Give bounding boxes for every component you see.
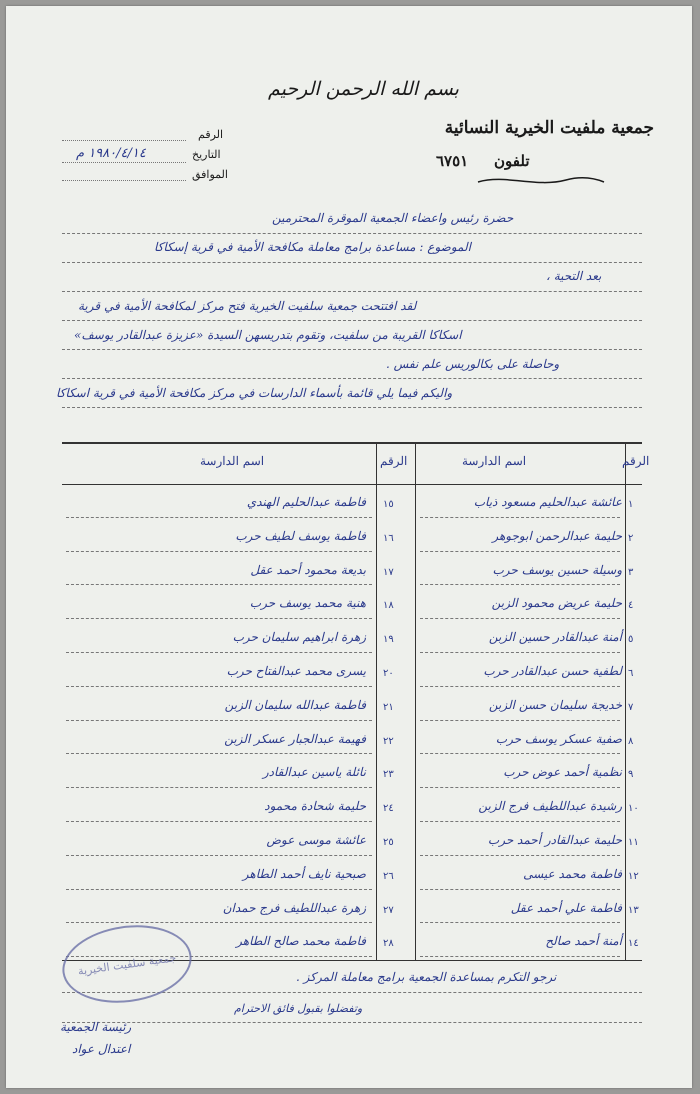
student-name: فاطمة محمد عيسى bbox=[523, 866, 622, 881]
row-line bbox=[420, 720, 620, 721]
row-line bbox=[420, 686, 620, 687]
ruled-line bbox=[62, 378, 642, 379]
stamp-text: جمعية سلفيت الخيرية bbox=[77, 950, 177, 978]
row-number: ٩ bbox=[628, 769, 634, 781]
table-column-divider bbox=[625, 442, 626, 960]
addressee: حضرة رئيس واعضاء الجمعية الموقرة المحترمين bbox=[272, 211, 514, 225]
signature-name: اعتدال عواد bbox=[72, 1042, 131, 1056]
paragraph-line: اسكاكا القريبة من سلفيت، وتقوم بتدريسهن السيدة «عزيزة عبدالقادر يوسف» bbox=[74, 328, 462, 342]
closing-regards: وتفضلوا بقبول فائق الاحترام bbox=[234, 1002, 363, 1015]
row-number: ٢٤ bbox=[383, 803, 394, 815]
row-number: ١٧ bbox=[383, 566, 394, 578]
row-line bbox=[66, 787, 372, 788]
row-line bbox=[420, 821, 620, 822]
corr-line bbox=[62, 180, 186, 181]
student-name: فاطمة يوسف لطيف حرب bbox=[235, 528, 366, 543]
letter-sheet bbox=[6, 6, 692, 1088]
row-line bbox=[420, 787, 620, 788]
row-number: ١٤ bbox=[628, 938, 639, 950]
student-name: وسيلة حسين يوسف حرب bbox=[492, 562, 622, 577]
student-name: خديجة سليمان حسن الزبن bbox=[488, 697, 622, 712]
row-number: ٢٨ bbox=[383, 938, 394, 950]
row-number: ٦ bbox=[628, 668, 634, 679]
row-number: ٨ bbox=[628, 735, 634, 747]
row-line bbox=[66, 855, 372, 856]
student-name: حليمة عبدالرحمن ابوجوهر bbox=[492, 528, 622, 543]
date-line bbox=[62, 162, 186, 163]
student-name: هنية محمد يوسف حرب bbox=[249, 596, 366, 611]
row-line bbox=[420, 618, 620, 619]
date-value: ١٩٨٠/٤/١٤ م bbox=[76, 146, 146, 161]
row-number: ٢٠ bbox=[383, 668, 394, 679]
row-line bbox=[66, 720, 372, 721]
row-line bbox=[420, 889, 620, 890]
row-line bbox=[66, 889, 372, 890]
ruled-line bbox=[62, 320, 642, 321]
row-line bbox=[420, 652, 620, 653]
signature-title: رئيسة الجمعية bbox=[60, 1020, 132, 1034]
closing-line: نرجو التكرم بمساعدة الجمعية برامج معاملة المركز . bbox=[296, 970, 557, 984]
row-line bbox=[420, 855, 620, 856]
row-number: ٢٦ bbox=[383, 870, 394, 882]
paragraph-line: واليكم فيما يلي قائمة بأسماء الدارسات في مركز مكافحة الأمية في قرية اسكاكا bbox=[56, 386, 453, 400]
table-header-border bbox=[62, 484, 642, 485]
phone-number: ٦٧٥١ bbox=[436, 152, 469, 170]
row-number: ١٩ bbox=[383, 634, 394, 646]
paragraph-line: وحاصلة على بكالوريس علم نفس . bbox=[386, 357, 560, 371]
student-name: صبحية نايف أحمد الطاهر bbox=[242, 866, 366, 881]
student-name: لطفية حسن عبدالقادر حرب bbox=[483, 664, 622, 678]
row-number: ١٨ bbox=[383, 600, 394, 612]
student-name: يسرى محمد عبدالفتاح حرب bbox=[226, 664, 366, 678]
row-number: ١٦ bbox=[383, 532, 394, 544]
student-name: نائلة ياسين عبدالقادر bbox=[262, 765, 366, 780]
row-number: ٢ bbox=[628, 532, 634, 544]
phone-label: تلفون bbox=[494, 152, 530, 170]
ruled-line bbox=[62, 349, 642, 350]
organization-stamp bbox=[57, 917, 196, 1010]
student-name: صفية عسكر يوسف حرب bbox=[495, 731, 622, 746]
ruled-line bbox=[62, 407, 642, 408]
student-name: حليمة شحادة محمود bbox=[264, 799, 366, 814]
row-line bbox=[66, 922, 372, 923]
row-number: ٧ bbox=[628, 701, 634, 713]
student-name: عائشة عبدالحليم مسعود ذياب bbox=[473, 495, 622, 509]
student-name: عائشة موسى عوض bbox=[266, 833, 366, 847]
row-number: ٢٢ bbox=[383, 735, 394, 747]
student-name: حليمة عبدالقادر أحمد حرب bbox=[487, 833, 622, 847]
student-name: رشيدة عبداللطيف فرج الزبن bbox=[478, 799, 622, 814]
student-name: بديعة محمود أحمد عقل bbox=[250, 562, 366, 577]
row-number: ٤ bbox=[628, 600, 634, 612]
row-line bbox=[66, 821, 372, 822]
student-name: فاطمة عبدالحليم الهندي bbox=[246, 495, 366, 509]
corr-label: الموافق bbox=[192, 168, 228, 181]
row-number: ١٣ bbox=[628, 904, 639, 916]
student-name: أمنة عبدالقادر حسين الزبن bbox=[488, 630, 622, 645]
table-column-divider bbox=[415, 442, 416, 960]
paragraph-line: لقد افتتحت جمعية سلفيت الخيرية فتح مركز لمكافحة الأمية في قرية bbox=[78, 299, 417, 313]
table-column-divider bbox=[376, 442, 377, 960]
row-number: ١٠ bbox=[628, 803, 639, 815]
student-name: فاطمة عبدالله سليمان الزبن bbox=[224, 697, 366, 712]
header-num-right: الرقم bbox=[622, 454, 650, 468]
row-number: ٢٥ bbox=[383, 837, 394, 848]
student-name: فاطمة محمد صالح الطاهر bbox=[236, 934, 366, 949]
row-number: ٣ bbox=[628, 566, 634, 578]
row-number: ١١ bbox=[628, 837, 639, 848]
student-name: فاطمة علي أحمد عقل bbox=[510, 900, 622, 915]
row-number: ٢١ bbox=[383, 701, 394, 713]
student-name: حليمة عريض محمود الزبن bbox=[491, 596, 622, 611]
subject-line: الموضوع : مساعدة برامج معاملة مكافحة الأمية في قرية إسكاكا bbox=[154, 240, 471, 254]
ref-line bbox=[62, 140, 186, 141]
student-name: زهرة ابراهيم سليمان حرب bbox=[232, 630, 366, 645]
row-line bbox=[420, 753, 620, 754]
row-line bbox=[66, 584, 372, 585]
row-number: ١ bbox=[628, 499, 634, 510]
row-line bbox=[66, 753, 372, 754]
student-name: نظمية أحمد عوض حرب bbox=[503, 765, 622, 780]
basmala: بسم الله الرحمن الرحيم bbox=[268, 78, 459, 100]
header-name-left: اسم الدارسة bbox=[200, 454, 265, 468]
row-number: ٢٣ bbox=[383, 769, 394, 781]
swash-ornament bbox=[476, 172, 606, 188]
row-line bbox=[66, 618, 372, 619]
row-line bbox=[420, 517, 620, 518]
row-number: ٢٧ bbox=[383, 904, 394, 916]
table-top-border bbox=[62, 442, 642, 444]
row-line bbox=[420, 922, 620, 923]
ruled-line bbox=[62, 233, 642, 234]
row-line bbox=[66, 652, 372, 653]
greeting: بعد التحية ، bbox=[546, 269, 602, 283]
row-line bbox=[66, 517, 372, 518]
header-name-right: اسم الدارسة bbox=[462, 454, 527, 468]
date-label: التاريخ bbox=[192, 148, 221, 161]
student-name: زهرة عبداللطيف فرج حمدان bbox=[222, 900, 366, 915]
student-name: أمنة أحمد صالح bbox=[545, 934, 622, 949]
org-name: جمعية ملفيت الخيرية النسائية bbox=[444, 118, 654, 138]
ruled-line bbox=[62, 262, 642, 263]
ruled-line bbox=[62, 1022, 642, 1023]
row-number: ٥ bbox=[628, 634, 634, 646]
row-line bbox=[420, 551, 620, 552]
row-number: ١٢ bbox=[628, 870, 639, 882]
row-line bbox=[66, 686, 372, 687]
student-name: فهيمة عبدالجبار عسكر الزبن bbox=[224, 731, 366, 746]
row-line bbox=[420, 956, 620, 957]
ref-label: الرقم bbox=[198, 128, 224, 141]
ruled-line bbox=[62, 291, 642, 292]
row-line bbox=[66, 551, 372, 552]
header-num-left: الرقم bbox=[380, 454, 408, 468]
row-line bbox=[420, 584, 620, 585]
row-number: ١٥ bbox=[383, 499, 394, 510]
